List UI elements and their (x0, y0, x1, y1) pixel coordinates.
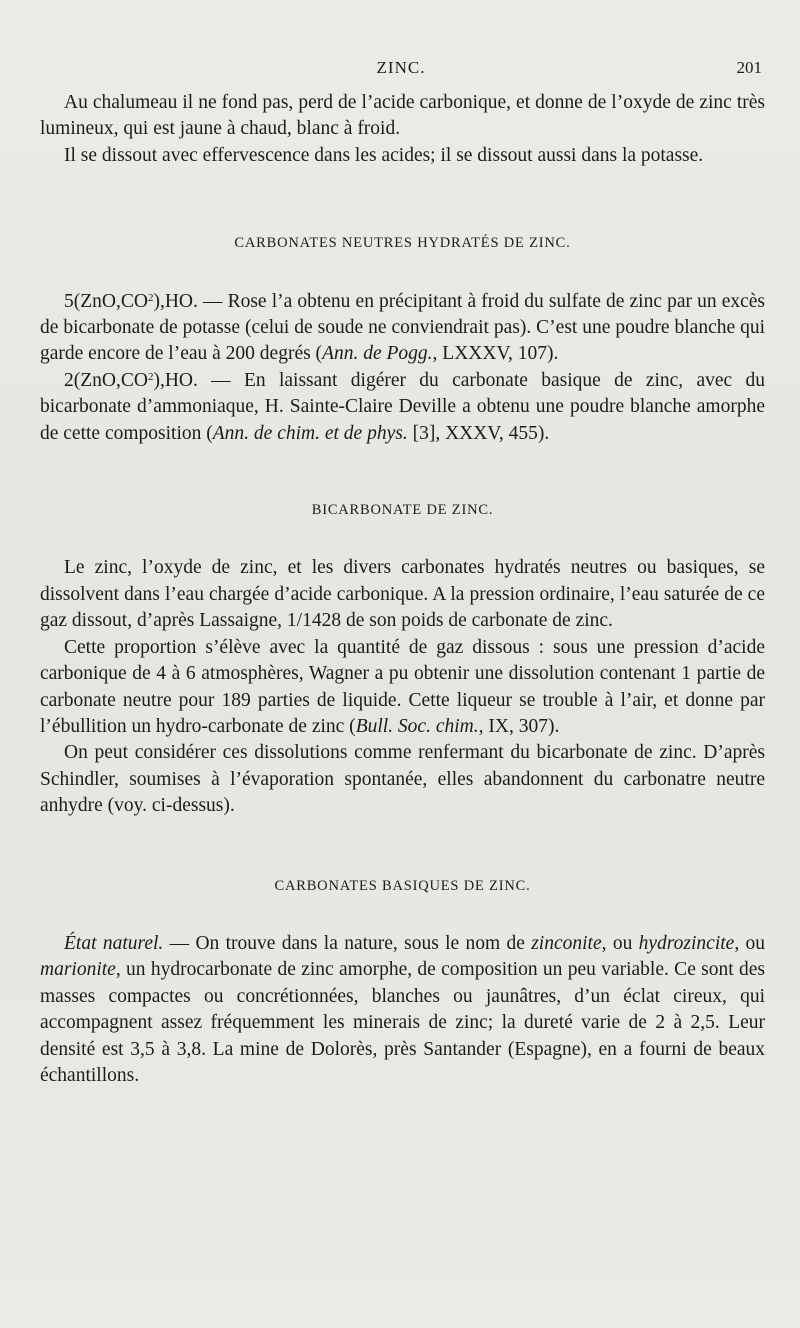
running-title: ZINC. (376, 58, 426, 77)
mineral-name: zinconite (531, 932, 602, 954)
reference-tail: , IX, 307). (478, 715, 560, 737)
bicarbonate-paragraph-3: On peut considérer ces dissolutions comme renfermant du bicarbonate de zinc. D’après Schindler, soumises à l’évaporation spontanée, elles abandonnent du carbonatre neutre anhydre (voy. ci-dessus). (40, 742, 765, 817)
formula-text: ),HO. (153, 290, 198, 312)
page-header (40, 58, 762, 82)
paragraph-text: — Rose l’a obtenu en précipitant à froid du sulfate de zinc par un excès de bicarbonate de potasse (celui de soude ne conviendrait pas). C’est une poudre blanche qui garde encore de l’eau à 200 degrés ( (40, 290, 765, 365)
paragraph-text: Cette proportion s’élève avec la quantité de gaz dissous : sous une pression d’acide carbonique de 4 à 6 atmosphères, Wagner a pu obtenir une dissolution contenant 1 partie de carbonate neutre pour 189 parties de liquide. Cette liqueur se trouble à l’air, et donne par l’ébullition un hydro-carbonate de zinc ( (40, 636, 765, 737)
page-body (40, 90, 765, 1089)
formula-superscript: 2 (147, 370, 154, 383)
heading-carbonates-neutres: CARBONATES NEUTRES HYDRATÉS DE ZINC. (234, 235, 571, 252)
paragraph-text: , ou (601, 932, 639, 954)
formula-superscript: 2 (147, 291, 154, 304)
paragraph-formula-5zno (40, 289, 765, 368)
mineral-name: hydrozincite (638, 932, 735, 954)
paragraph-text: , ou (734, 932, 766, 954)
heading-bicarbonate: BICARBONATE DE ZINC. (311, 502, 494, 519)
paragraph-formula-2zno (40, 368, 765, 447)
page-number: 201 (736, 58, 762, 77)
formula-text: 5(ZnO,CO (64, 290, 148, 312)
reference-tail: , LXXXV, 107). (432, 343, 559, 365)
bicarbonate-paragraph-2 (40, 635, 765, 741)
intro-paragraph-2: Il se dissout avec effervescence dans les acides; il se dissout aussi dans la potasse. (64, 144, 704, 166)
mineral-name: marionite (40, 959, 116, 981)
paragraph-text: — On trouve dans la nature, sous le nom de (163, 932, 532, 954)
intro-paragraph-1: Au chalumeau il ne fond pas, perd de l’acide carbonique, et donne de l’oxyde de zinc très lumineux, qui est jaune à chaud, blanc à froid. (40, 92, 765, 140)
bicarbonate-paragraph-1: Le zinc, l’oxyde de zinc, et les divers carbonates hydratés neutres ou basiques, se dissolvent dans l’eau chargée d’acide carbonique. A la pression ordinaire, l’eau saturée de ce gaz dissout, d’après Lassaigne, 1/1428 de son poids de carbonate de zinc. (40, 557, 765, 632)
formula-text: 2(ZnO,CO (64, 369, 148, 391)
reference-italic: Ann. de Pogg. (322, 343, 433, 365)
reference-italic: Ann. de chim. et de phys. (212, 422, 408, 444)
paragraph-text: , un hydrocarbonate de zinc amorphe, de composition un peu variable. Ce sont des masses compactes ou concrétionnées, blanches ou jaunâtres, d’un éclat cireux, qui accompagnent assez fréquemment les minerais de zinc; la dureté varie de 2 à 2,5. Leur densité est 3,5 à 3,8. La mine de Dolorès, près Santander (Espagne), en a fourni de beaux échantillons. (40, 959, 765, 1086)
paragraph-text: — En laissant digérer du carbonate basique de zinc, avec du bicarbonate d’ammoniaque, H. Sainte-Claire Deville a obtenu une poudre blanche amorphe de cette composition ( (40, 369, 765, 444)
reference-tail: [3], XXXV, 455). (407, 422, 550, 444)
heading-carbonates-basiques: CARBONATES BASIQUES DE ZINC. (274, 877, 531, 894)
basiques-paragraph-1 (40, 931, 765, 1089)
formula-text: ),HO. (153, 369, 198, 391)
reference-italic: Bull. Soc. chim. (355, 715, 479, 737)
lead-italic: État naturel. (64, 932, 164, 954)
